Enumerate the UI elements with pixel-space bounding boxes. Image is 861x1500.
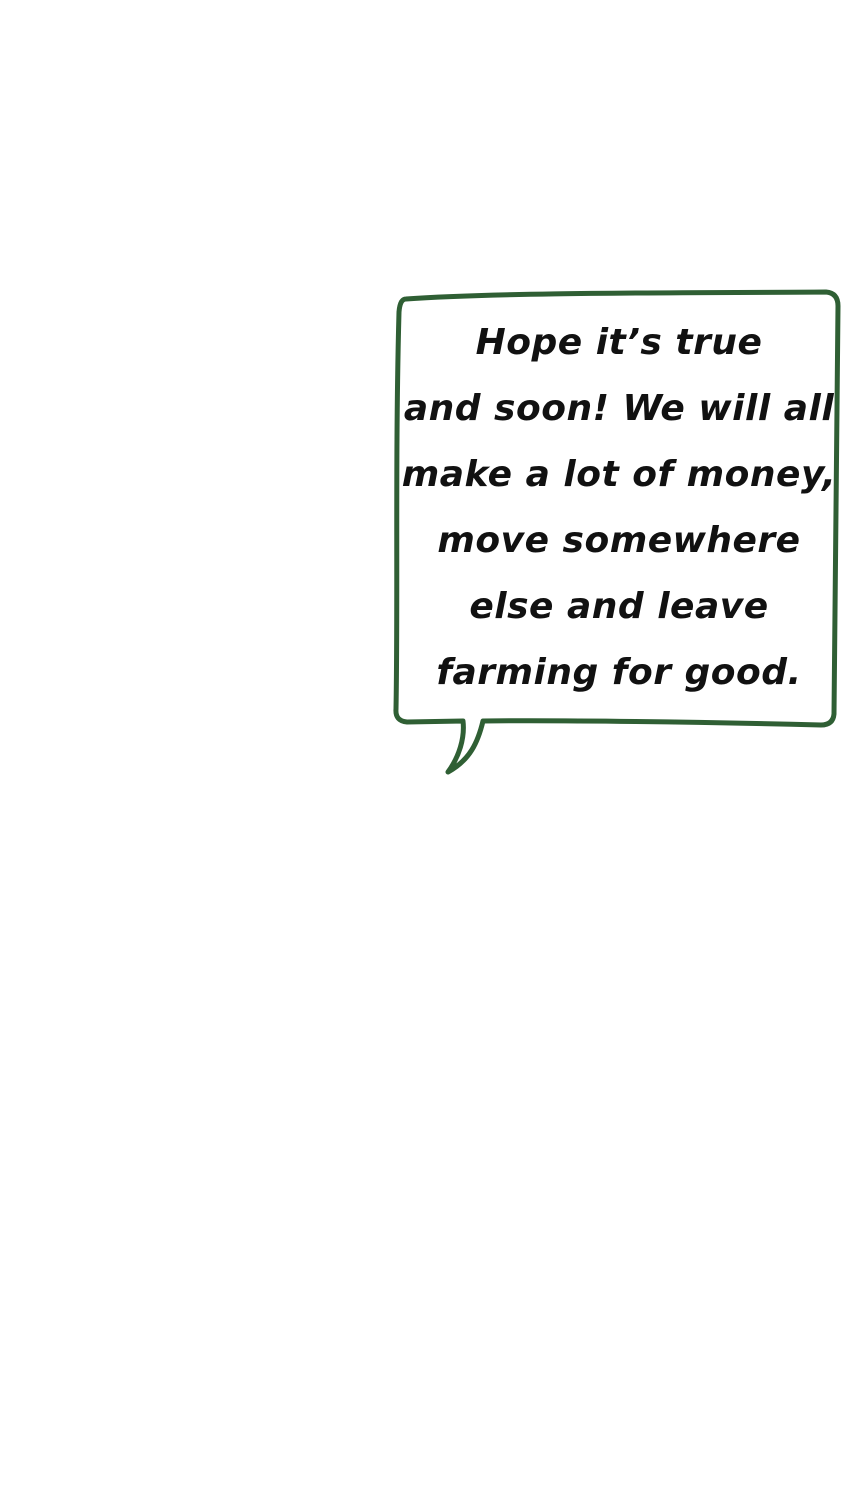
bubble-line-3: make a lot of money, (401, 454, 837, 495)
bubble-line-5: else and leave (469, 586, 769, 627)
speech-bubble-text (401, 312, 837, 704)
bubble-line-1: Hope it’s true (475, 322, 763, 363)
bubble-line-2: and soon! We will all (403, 388, 835, 429)
bubble-line-6: farming for good. (436, 652, 802, 693)
bubble-line-4: move somewhere (437, 520, 801, 561)
